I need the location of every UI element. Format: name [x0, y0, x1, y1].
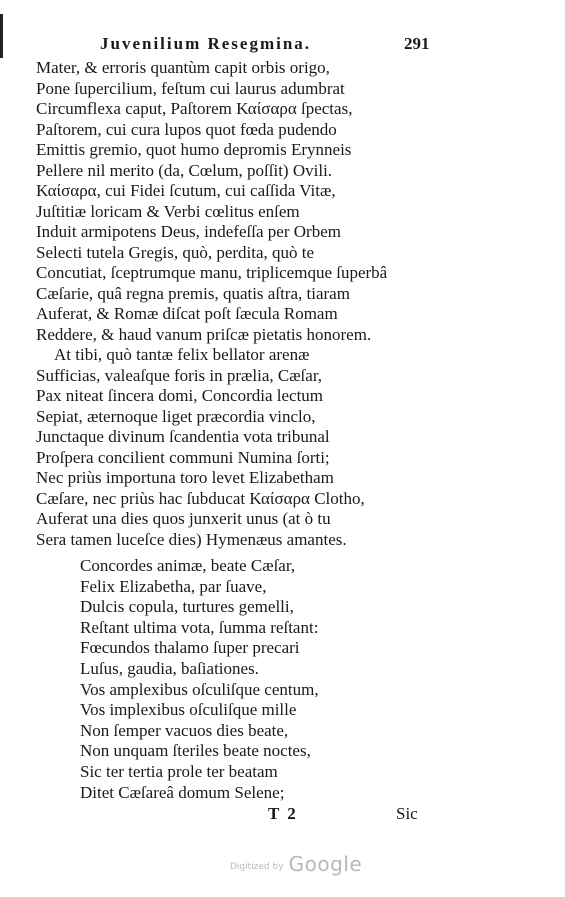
page-number: 291 — [404, 34, 430, 53]
lyric-stanza — [80, 556, 500, 803]
lyric-line: Vos implexibus oſculiſque mille — [80, 700, 297, 720]
lyric-line: Reſtant ultima vota, ſumma reſtant: — [80, 617, 319, 637]
lyric-line: Felix Elizabetha, par ſuave, — [80, 576, 267, 596]
verse-line: Proſpera concilient communi Numina ſorti; — [36, 447, 330, 467]
verse-line: Nec priùs importuna toro levet Elizabetham — [36, 468, 334, 487]
lyric-line: Vos amplexibus oſculiſque centum, — [80, 679, 319, 699]
verse-line: Circumflexa caput, Paſtorem Καίσαρα ſpectas, — [36, 99, 353, 118]
verse-line: Cæſare, nec priùs hac ſubducat Καίσαρα Clotho, — [36, 488, 365, 508]
verse-line: Reddere, & haud vanum priſcæ pietatis honorem. — [36, 324, 372, 344]
lyric-line: Sic ter tertia prole ter beatam — [80, 761, 278, 781]
verse-line: Pellere nil merito (da, Cœlum, poſſit) Ovili. — [36, 160, 333, 180]
signature-mark: T 2 — [268, 804, 298, 823]
lyric-line: Concordes animæ, beate Cæſar, — [80, 556, 296, 575]
lyric-line: Dulcis copula, turtures gemelli, — [80, 597, 294, 617]
watermark-prefix: Digitized by — [230, 862, 284, 872]
catchword: Sic — [396, 804, 418, 823]
verse-line: Emittis gremio, quot humo depromis Erynneis — [36, 140, 352, 159]
verse-line: Selecti tutela Gregis, quò, perdita, quò te — [36, 242, 315, 262]
verse-line: Sera tamen luceſce dies) Hymenæus amantes. — [36, 529, 347, 549]
binding-edge — [0, 14, 3, 58]
verse-block — [36, 58, 536, 550]
verse-line: Cæſarie, quâ regna premis, quatis aſtra, tiaram — [36, 283, 350, 303]
lyric-line: Non ſemper vacuos dies beate, — [80, 720, 289, 740]
verse-line: Mater, & erroris quantùm capit orbis origo, — [36, 58, 330, 77]
verse-line: Juſtitiæ loricam & Verbi cœlitus enſem — [36, 201, 300, 221]
lyric-line: Luſus, gaudia, baſiationes. — [80, 658, 259, 678]
verse-line: Paſtorem, cui cura lupos quot fœda pudendo — [36, 119, 337, 139]
running-head: Juvenilium Resegmina. — [100, 34, 312, 53]
verse-line: Καίσαρα, cui Fidei ſcutum, cui caſſida Vitæ, — [36, 181, 336, 200]
lyric-line: Non unquam ſteriles beate noctes, — [80, 741, 311, 761]
verse-line: Concutiat, ſceptrumque manu, triplicemque ſuperbâ — [36, 263, 388, 282]
verse-line-indented: At tibi, quò tantæ felix bellator arenæ — [54, 345, 310, 364]
verse-line: Sepiat, æternoque liget præcordia vinclo, — [36, 406, 316, 426]
lyric-line: Ditet Cæſareâ domum Selene; — [80, 782, 285, 802]
digitized-watermark — [230, 852, 362, 876]
watermark-brand: Google — [288, 852, 363, 876]
verse-line: Auferat, & Romæ diſcat poſt ſæcula Romam — [36, 304, 338, 323]
verse-line: Sufficias, valeaſque foris in prælia, Cæſar, — [36, 365, 323, 385]
verse-line: Junctaque divinum ſcandentia vota tribunal — [36, 427, 330, 446]
lyric-line: Fœcundos thalamo ſuper precari — [80, 638, 300, 658]
verse-line: Pone ſupercilium, feſtum cui laurus adumbrat — [36, 78, 345, 98]
verse-line: Auferat una dies quos junxerit unus (at ò tu — [36, 509, 331, 528]
verse-line: Pax niteat ſincera domi, Concordia lectum — [36, 386, 324, 405]
verse-line: Induit armipotens Deus, indefeſſa per Orbem — [36, 222, 341, 241]
